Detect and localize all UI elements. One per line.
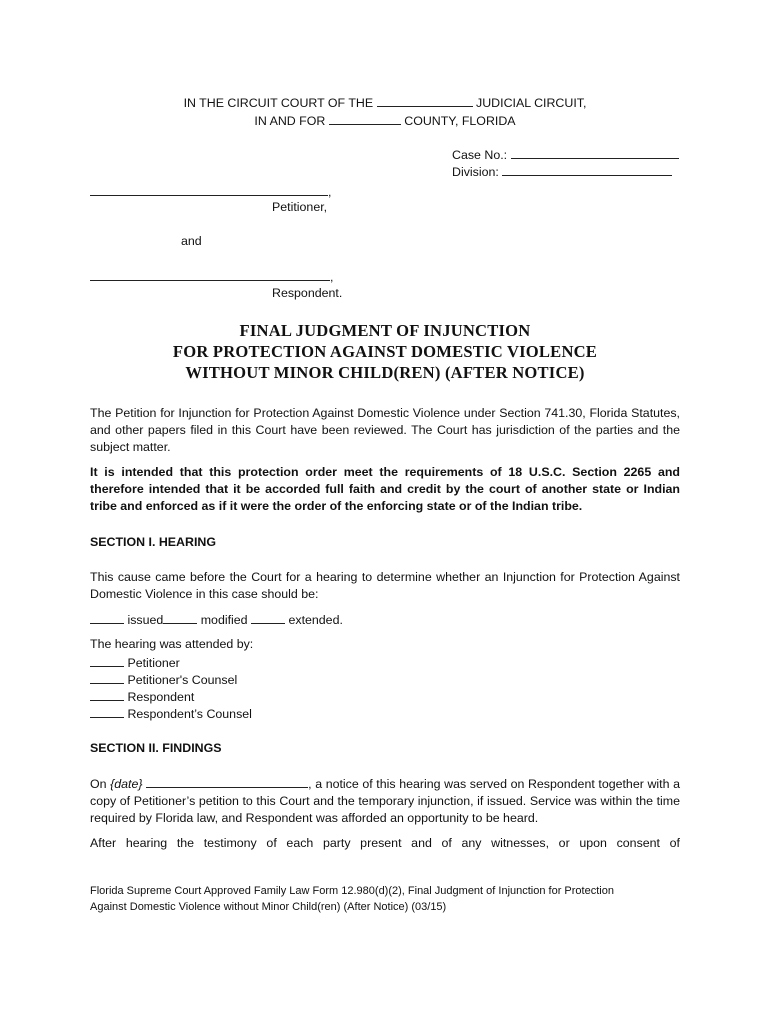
county-suffix: COUNTY, FLORIDA — [404, 114, 516, 128]
respondent-comma: , — [330, 270, 334, 284]
notice-text: , a notice of this hearing was served on Respondent together with a copy of Petitioner’s petition to this Court and the temporary injunction, if issued. Service was within the time required by Florida law, and Respondent was afforded an opportunity to be heard. — [90, 777, 680, 825]
title-line2: FOR PROTECTION AGAINST DOMESTIC VIOLENCE — [172, 342, 598, 361]
after-hearing-line: After hearing the testimony of each party present and of any witnesses, or upon consent of — [90, 836, 680, 850]
footer-line2: Against Domestic Violence without Minor Child(ren) (After Notice) (03/15) — [90, 901, 447, 913]
petitioner-label: Petitioner, — [272, 200, 328, 214]
county-blank[interactable] — [329, 112, 401, 125]
option-extended: extended. — [288, 613, 343, 627]
case-no-label: Case No.: — [452, 148, 508, 162]
circuit-suffix: JUDICIAL CIRCUIT, — [476, 96, 587, 110]
attendee-blank[interactable] — [90, 688, 124, 701]
respondent-label: Respondent. — [272, 286, 343, 300]
footer-line1: Florida Supreme Court Approved Family Law Form 12.980(d)(2), Final Judgment of Injunction for Protection — [90, 885, 614, 897]
court-caption-line1 — [0, 94, 770, 112]
attendee-label: Respondent — [127, 690, 195, 704]
division-label: Division: — [452, 165, 499, 179]
division-field[interactable] — [502, 163, 672, 176]
county-prefix: IN AND FOR — [254, 114, 326, 128]
title-line1: FINAL JUDGMENT OF INJUNCTION — [239, 321, 531, 340]
section1-heading: SECTION I. HEARING — [90, 535, 216, 549]
section1-paragraph: This cause came before the Court for a hearing to determine whether an Injunction for Protection Against Domestic Violence in this case should be: — [90, 570, 680, 601]
division-row — [452, 163, 672, 181]
attendee-blank[interactable] — [90, 705, 124, 718]
case-number-row — [452, 146, 679, 164]
attendee-list — [90, 654, 252, 722]
section2-heading: SECTION II. FINDINGS — [90, 741, 222, 755]
petitioner-comma: , — [328, 185, 332, 199]
respondent-name-field[interactable] — [90, 268, 330, 281]
option-modified: modified — [200, 613, 248, 627]
date-field[interactable] — [146, 775, 308, 788]
petitioner-name-field[interactable] — [90, 183, 328, 196]
circuit-blank[interactable] — [377, 94, 473, 107]
attended-label: The hearing was attended by: — [90, 637, 254, 651]
title-line3: WITHOUT MINOR CHILD(REN) (AFTER NOTICE) — [185, 363, 585, 382]
intro-paragraph: The Petition for Injunction for Protection Against Domestic Violence under Section 741.30, Florida Statutes, and other papers filed in this Court have been reviewed. The Court has jurisdiction of the parties and the subject matter. — [90, 406, 680, 454]
attendee-row — [90, 671, 252, 688]
on-label: On — [90, 777, 107, 791]
court-caption-line2 — [0, 112, 770, 130]
court-prefix: IN THE CIRCUIT COURT OF THE — [183, 96, 374, 110]
attendee-blank[interactable] — [90, 671, 124, 684]
full-faith-paragraph: It is intended that this protection order meet the requirements of 18 U.S.C. Section 2265 and therefore intended that it be accorded full faith and credit by the court of another state or Indian tribe and enforced as if it were the order of the enforcing state or of the Indian tribe. — [90, 465, 680, 513]
attendee-row — [90, 688, 252, 705]
attendee-label: Petitioner's Counsel — [127, 673, 238, 687]
attendee-row — [90, 705, 252, 722]
case-no-field[interactable] — [511, 146, 679, 159]
date-placeholder: {date} — [110, 777, 143, 791]
document-title — [0, 320, 770, 383]
issued-blank[interactable] — [90, 611, 124, 624]
option-issued: issued — [127, 613, 164, 627]
service-paragraph — [90, 775, 680, 827]
attendee-label: Respondent’s Counsel — [127, 707, 252, 721]
respondent-name-row — [90, 268, 333, 286]
hearing-options-row — [90, 611, 343, 629]
attendee-label: Petitioner — [127, 656, 180, 670]
modified-blank[interactable] — [163, 611, 197, 624]
and-label: and — [181, 234, 202, 248]
attendee-row — [90, 654, 252, 671]
extended-blank[interactable] — [251, 611, 285, 624]
form-footer — [90, 883, 690, 915]
attendee-blank[interactable] — [90, 654, 124, 667]
